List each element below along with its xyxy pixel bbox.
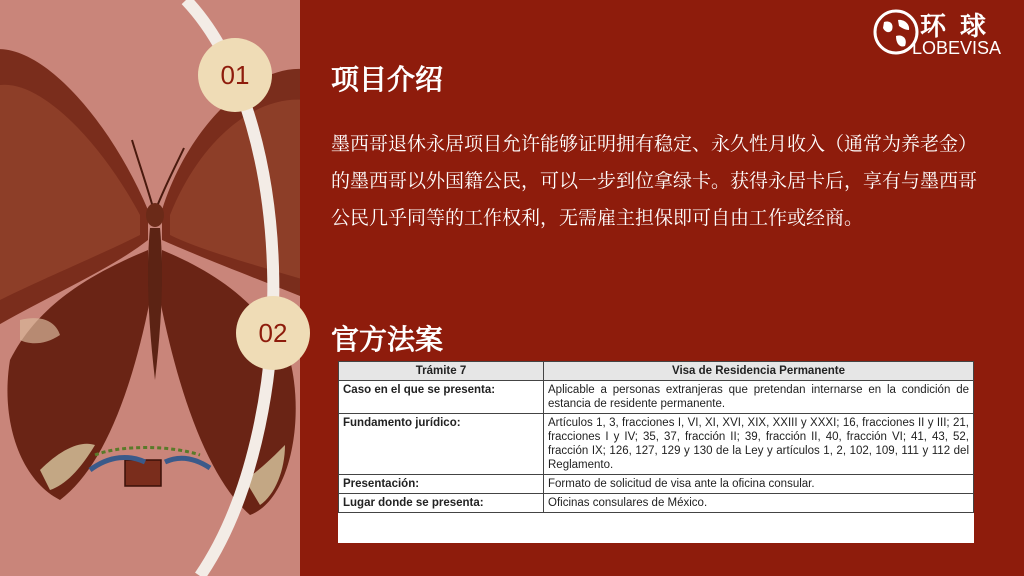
- logo: [872, 6, 1017, 62]
- legal-document-table: [338, 361, 974, 543]
- logo-subtitle: LOBEVISA: [912, 38, 1002, 58]
- row-value: Formato de solicitud de visa ante la oficina consular.: [544, 475, 974, 494]
- table-row: [339, 381, 974, 414]
- table-row: [339, 494, 974, 513]
- row-label: Caso en el que se presenta:: [339, 381, 544, 414]
- row-value: Artículos 1, 3, fracciones I, VI, XI, XVI, XIX, XXIII y XXXI; 16, fracciones II y III; 21, fracciones I y IV; 35, 37, fracción II; 39, fracción II, 40, fracción VI; 41, 43, 52, fracción IX; 126, 127, 129 y 130 de la Ley y artículos 1, 2, 102, 109, 111 y 112 del Reglamento.: [544, 414, 974, 475]
- row-label: Fundamento jurídico:: [339, 414, 544, 475]
- section-number-badge: 02: [236, 296, 310, 370]
- row-label: Lugar donde se presenta:: [339, 494, 544, 513]
- section-number-badge: 01: [198, 38, 272, 112]
- section-title: 官方法案: [331, 323, 444, 356]
- section-body-text: 墨西哥退休永居项目允许能够证明拥有稳定、永久性月收入（通常为养老金）的墨西哥以外国籍公民，可以一步到位拿绿卡。获得永居卡后，享有与墨西哥公民几乎同等的工作权利，无需雇主担保即可自由工作或经商。: [331, 133, 978, 229]
- section-title: 项目介绍: [331, 63, 444, 96]
- row-value: Oficinas consulares de México.: [544, 494, 974, 513]
- table-header-cell: Trámite 7: [339, 362, 544, 381]
- table-header-row: [339, 362, 974, 381]
- row-label: Presentación:: [339, 475, 544, 494]
- table-header-cell: Visa de Residencia Permanente: [544, 362, 974, 381]
- row-value: Aplicable a personas extranjeras que pretendan internarse en la condición de estancia de residente permanente.: [544, 381, 974, 414]
- table-row: [339, 414, 974, 475]
- table-row: [339, 475, 974, 494]
- logo-title: 环球: [920, 12, 1001, 42]
